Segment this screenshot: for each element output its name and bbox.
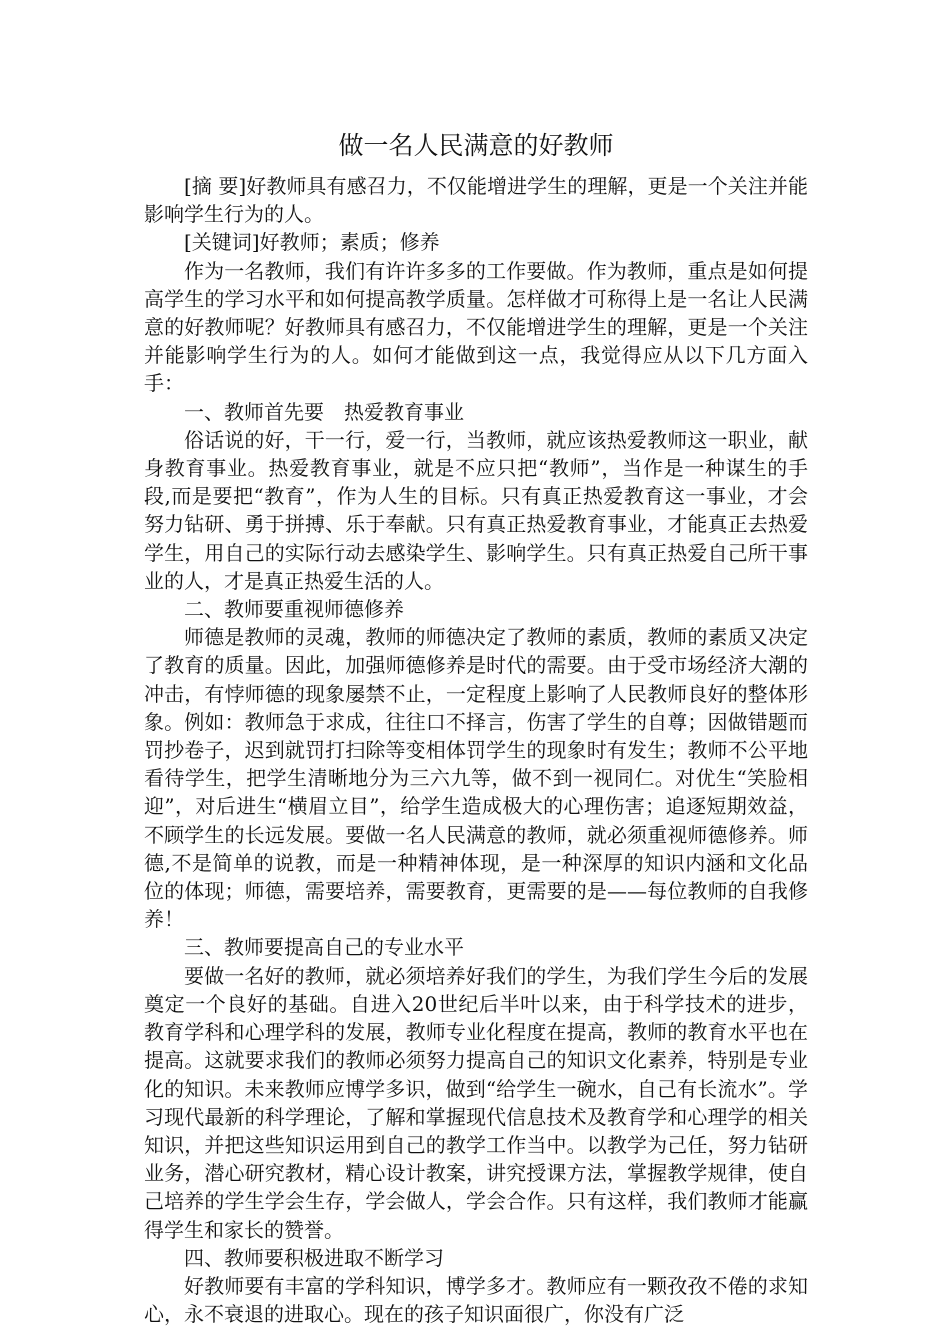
section-1-body: 俗话说的好，干一行，爱一行，当教师，就应该热爱教师这一职业，献身教育事业。热爱教育事业，就是不应只把“教师”，当作是一种谋生的手段,而是要把“教育”，作为人生的目标。只有真正热爱教育这一事业，才会努力钻研、勇于拼搏、乐于奉献。只有真正热爱教育事业，才能真正去热爱学生，用自己的实际行动去感染学生、影响学生。只有真正热爱自己所干事业的人，才是真正热爱生活的人。 [144,427,808,593]
document-title: 做一名人民满意的好教师 [338,131,614,160]
section-1-heading: 一、教师首先要 热爱教育事业 [184,399,464,424]
keywords-paragraph: [关键词]好教师；素质；修养 [184,230,440,255]
section-3-heading: 三、教师要提高自己的专业水平 [184,935,464,960]
abstract-paragraph: [摘 要]好教师具有感召力，不仅能增进学生的理解，更是一个关注并能影响学生行为的人。 [144,174,808,227]
section-3-body: 要做一名好的教师，就必须培养好我们的学生，为我们学生今后的发展奠定一个良好的基础。自进入20世纪后半叶以来，由于科学技术的进步，教育学科和心理学科的发展，教师专业化程度在提高，教师的教育水平也在提高。这就要求我们的教师必须努力提高自己的知识文化素养，特别是专业化的知识。未来教师应博学多识，做到“给学生一碗水，自己有长流水”。学习现代最新的科学理论，了解和掌握现代信息技术及教育学和心理学的相关知识，并把这些知识运用到自己的教学工作当中。以教学为己任，努力钻研业务，潜心研究教材，精心设计教案，讲究授课方法，掌握教学规律，使自己培养的学生学会生存，学会做人，学会合作。只有这样，我们教师才能赢得学生和家长的赞誉。 [144,963,808,1242]
section-2-body: 师德是教师的灵魂，教师的师德决定了教师的素质，教师的素质又决定了教育的质量。因此，加强师德修养是时代的需要。由于受市场经济大潮的冲击，有悖师德的现象屡禁不止，一定程度上影响了人民教师良好的整体形象。例如：教师急于求成，往往口不择言，伤害了学生的自尊；因做错题而罚抄卷子，迟到就罚打扫除等变相体罚学生的现象时有发生；教师不公平地看待学生，把学生清晰地分为三六九等，做不到一视同仁。对优生“笑脸相迎”，对后进生“横眉立目”，给学生造成极大的心理伤害；追逐短期效益，不顾学生的长远发展。要做一名人民满意的教师，就必须重视师德修养。师德,不是简单的说教，而是一种精神体现，是一种深厚的知识内涵和文化品位的体现；师德，需要培养，需要教育，更需要的是——每位教师的自我修养！ [144,625,808,932]
section-2-heading: 二、教师要重视师德修养 [184,597,404,622]
document-page [144,128,808,1328]
intro-paragraph: 作为一名教师，我们有许许多多的工作要做。作为教师，重点是如何提高学生的学习水平和如何提高教学质量。怎样做才可称得上是一名让人民满意的好教师呢？好教师具有感召力，不仅能增进学生的理解，更是一个关注并能影响学生行为的人。如何才能做到这一点，我觉得应从以下几方面入手： [144,258,808,396]
section-4-heading: 四、教师要积极进取不断学习 [184,1245,444,1270]
section-4-body: 好教师要有丰富的学科知识，博学多才。教师应有一颗孜孜不倦的求知心，永不衰退的进取心。现在的孩子知识面很广，你没有广泛 [144,1273,808,1327]
